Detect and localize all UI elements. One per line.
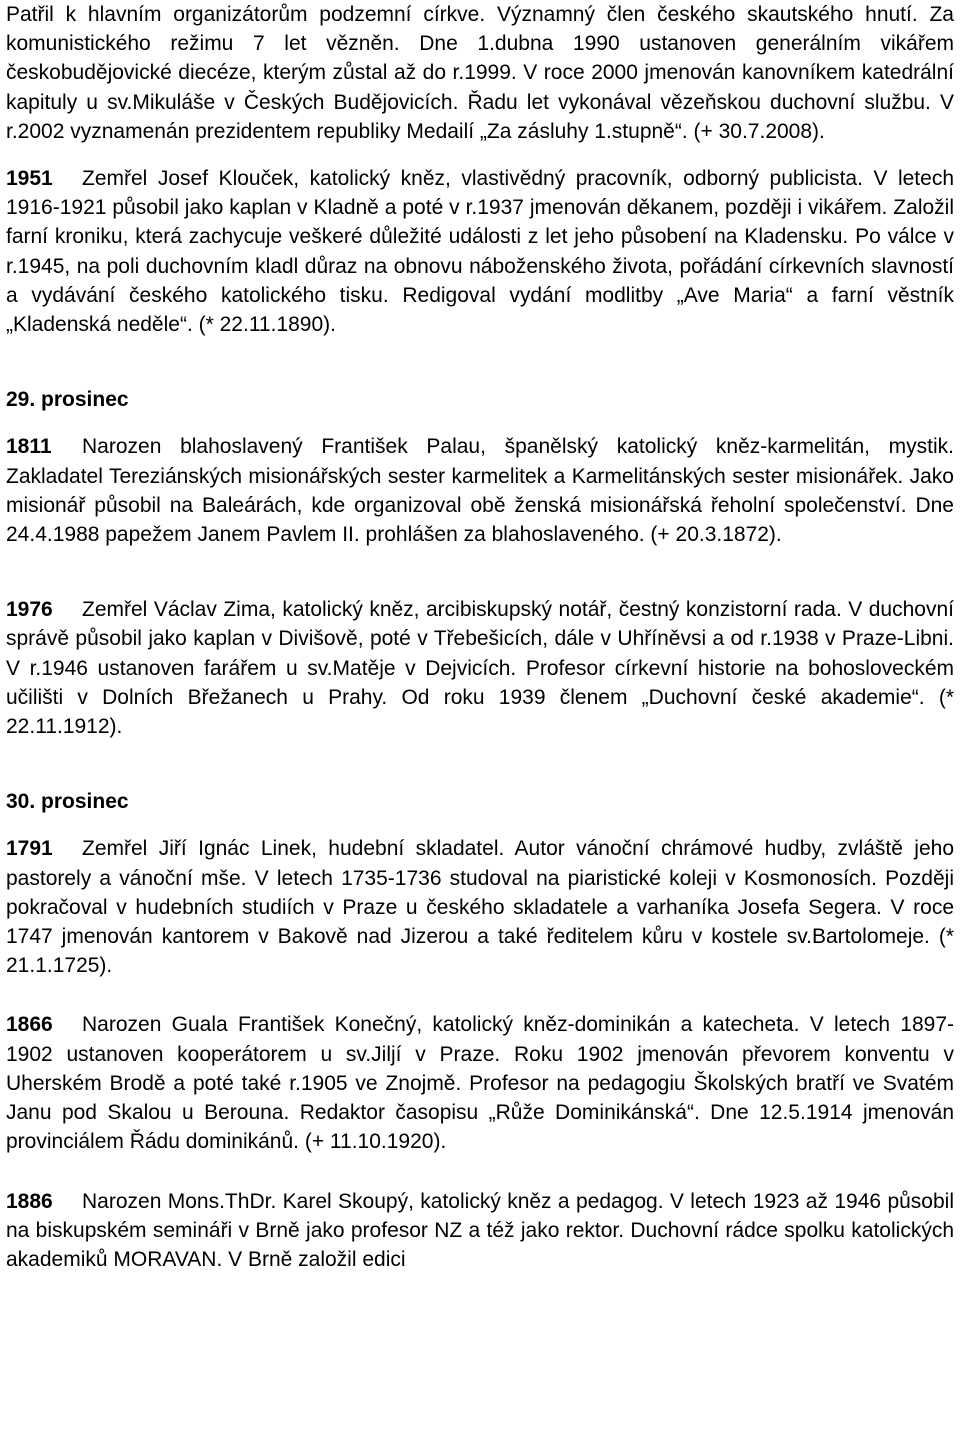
entry-year: 1811 <box>6 435 52 459</box>
spacer <box>6 816 954 834</box>
entry-text: Narozen Mons.ThDr. Karel Skoupý, katolický kněz a pedagog. V letech 1923 až 1946 působil na biskupském semináři v Brně jako profesor NZ a též jako rektor. Duchovní rádce spolku katolických akademiků MORAVAN. V Brně založil edici <box>6 1189 954 1271</box>
spacer <box>6 1157 954 1187</box>
entry-year: 1791 <box>6 837 53 861</box>
entry-text: Zemřel Jiří Ignác Linek, hudební skladatel. Autor vánoční chrámové hudby, zvláště jeho pastorely a vánoční mše. V letech 1735-1736 studoval na piaristické koleji v Kosmonosích. Později pokračoval v hudebních studiích v Praze u českého skladatele a varhaníka Josefa Segera. V roce 1747 jmenován kantorem v Bakově nad Jizerou a také ředitelem kůru v kostele sv.Bartolomeje. (* 21.1.1725). <box>6 837 954 978</box>
entry-year: 1886 <box>6 1189 53 1213</box>
entry-text: Zemřel Václav Zima, katolický kněz, arcibiskupský notář, čestný konzistorní rada. V duchovní správě působil jako kaplan v Divišově, poté v Třebešicích, dále v Uhříněvsi a od r.1938 v Praze-Libni. V r.1946 ustanoven farářem u sv.Matěje v Dejvicích. Profesor církevní historie na bohosloveckém učilišti v Dolních Břežanech u Prahy. Od roku 1939 členem „Duchovní české akademie“. (* 22.11.1912). <box>6 598 954 739</box>
spacer <box>6 414 954 432</box>
entry-1976 <box>6 595 954 741</box>
entry-text: Narozen Guala František Konečný, katolický kněz-dominikán a katecheta. V letech 1897-1902 ustanoven kooperátorem u sv.Jiljí v Praze. Roku 1902 jmenován převorem konventu v Uherském Brodě a poté také r.1905 ve Znojmě. Profesor na pedagogiu Školských bratří ve Svatém Janu pod Skalou u Berouna. Redaktor časopisu „Růže Dominikánská“. Dne 12.5.1914 jmenován provinciálem Řádu dominikánů. (+ 11.10.1920). <box>6 1013 954 1154</box>
date-heading-30: 30. prosinec <box>6 790 129 814</box>
spacer <box>6 741 954 787</box>
entry-year: 1866 <box>6 1013 53 1037</box>
document-page <box>6 0 954 1274</box>
spacer <box>6 339 954 385</box>
entry-year: 1976 <box>6 598 53 622</box>
date-heading-29: 29. prosinec <box>6 388 129 412</box>
entry-text: Zemřel Josef Klouček, katolický kněz, vlastivědný pracovník, odborný publicista. V letech 1916-1921 působil jako kaplan v Kladně a poté v r.1937 jmenován děkanem, později i vikářem. Založil farní kroniku, která zachycuje veškeré důležité události z let jeho působení na Kladensku. Po válce v r.1945, na poli duchovním kladl důraz na obnovu náboženského života, pořádání církevních slavností a vydávání českého katolického tisku. Redigoval vydání modlitby „Ave Maria“ a farní věstník „Kladenská neděle“. (* 22.11.1890). <box>6 167 954 337</box>
entry-text: Patřil k hlavním organizátorům podzemní církve. Významný člen českého skautského hnutí. Za komunistického režimu 7 let vězněn. Dne 1.dubna 1990 ustanoven generálním vikářem českobudějovické diecéze, kterým zůstal až do r.1999. V roce 2000 jmenován kanovníkem katedrální kapituly u sv.Mikuláše v Českých Budějovicích. Řadu let vykonával vězeňskou duchovní službu. V r.2002 vyznamenán prezidentem republiky Medailí „Za zásluhy 1.stupně“. (+ 30.7.2008). <box>6 3 954 143</box>
entry-1811 <box>6 432 954 549</box>
entry-text: Narozen blahoslavený František Palau, španělský katolický kněz-karmelitán, mystik. Zakladatel Tereziánských misionářských sester karmelitek a Karmelitánských sester misionářek. Jako misionář působil na Baleárách, kde organizoval obě ženská misionářská řeholní společenství. Dne 24.4.1988 papežem Janem Pavlem II. prohlášen za blahoslaveného. (+ 20.3.1872). <box>6 435 954 547</box>
entry-continued <box>6 0 954 146</box>
entry-1951 <box>6 164 954 339</box>
entry-1886 <box>6 1187 954 1275</box>
spacer <box>6 980 954 1010</box>
entry-year: 1951 <box>6 167 53 191</box>
spacer <box>6 146 954 164</box>
spacer <box>6 549 954 595</box>
entry-1866 <box>6 1010 954 1156</box>
entry-1791 <box>6 834 954 980</box>
